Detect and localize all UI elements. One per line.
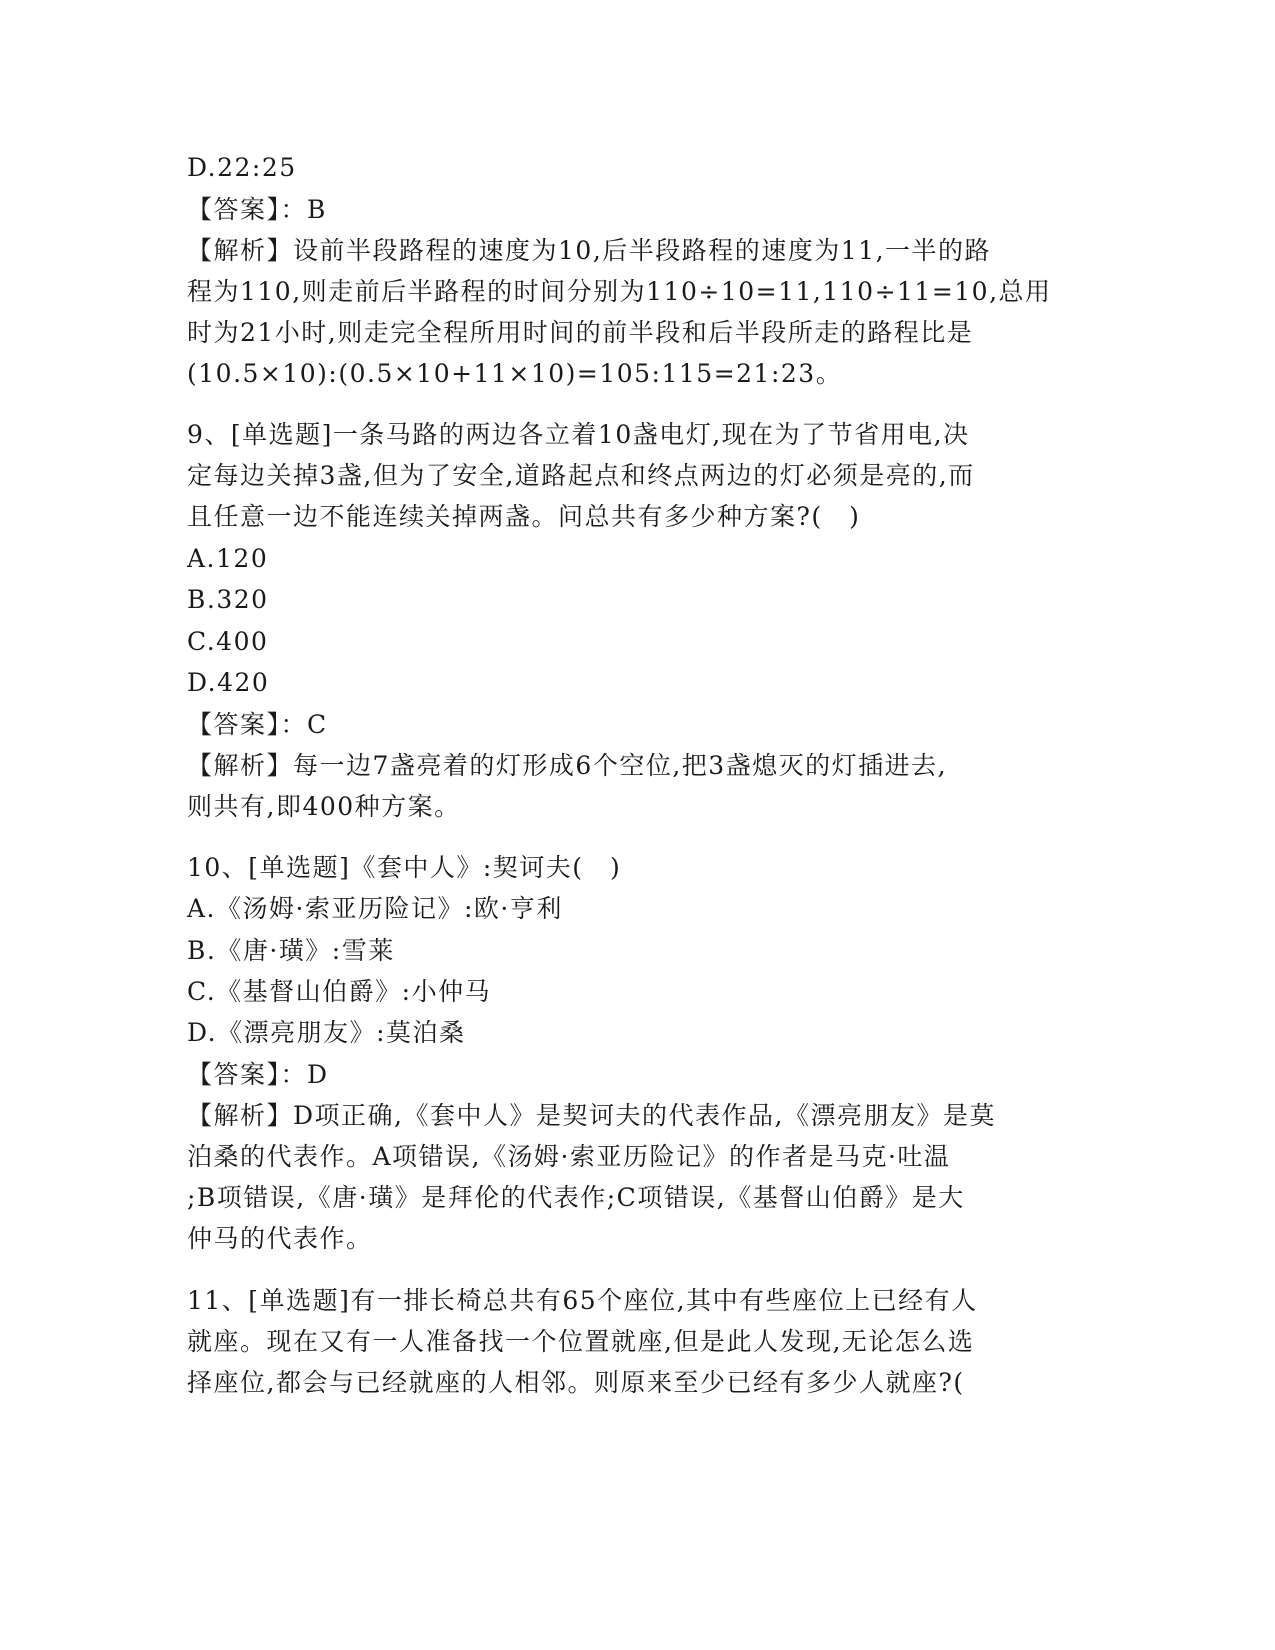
q9-option-b: B.320 xyxy=(187,585,269,614)
prev-option-d: D.22:25 xyxy=(187,153,297,182)
q10-analysis-line: 【解析】D项正确,《套中人》是契诃夫的代表作品,《漂亮朋友》是莫 xyxy=(187,1101,996,1130)
q10-option-b: B.《唐·璜》:雪莱 xyxy=(187,936,395,965)
q10-answer: 【答案】：D xyxy=(187,1060,329,1089)
q10-analysis-line: ;B项错误,《唐·璜》是拜伦的代表作;C项错误,《基督山伯爵》是大 xyxy=(187,1183,965,1212)
prev-analysis-line: 【解析】设前半段路程的速度为10,后半段路程的速度为11,一半的路 xyxy=(187,236,992,265)
q11-stem-line: 11、[单选题]有一排长椅总共有65个座位,其中有些座位上已经有人 xyxy=(187,1286,978,1315)
q10-stem-line: 10、[单选题]《套中人》:契诃夫( ) xyxy=(187,853,622,882)
q10-option-c: C.《基督山伯爵》:小仲马 xyxy=(187,977,492,1006)
q9-analysis-line: 则共有,即400种方案。 xyxy=(187,792,461,821)
q11-stem-line: 就座。现在又有一人准备找一个位置就座,但是此人发现,无论怎么选 xyxy=(187,1327,975,1356)
q10-analysis-line: 泊桑的代表作。A项错误,《汤姆·索亚历险记》的作者是马克·吐温 xyxy=(187,1142,951,1171)
prev-analysis-line: 程为110,则走前后半路程的时间分别为110÷10=11,110÷11=10,总用 xyxy=(187,277,1052,306)
q9-stem-line: 9、[单选题]一条马路的两边各立着10盏电灯,现在为了节省用电,决 xyxy=(187,420,970,449)
q9-option-c: C.400 xyxy=(187,627,269,656)
q10-option-a: A.《汤姆·索亚历险记》:欧·亨利 xyxy=(187,894,563,923)
q10-analysis-line: 仲马的代表作。 xyxy=(187,1224,373,1253)
prev-analysis-line: (10.5×10):(0.5×10+11×10)=105:115=21:23。 xyxy=(187,359,843,388)
q9-analysis-line: 【解析】每一边7盏亮着的灯形成6个空位,把3盏熄灭的灯插进去, xyxy=(187,751,948,780)
q10-option-d: D.《漂亮朋友》:莫泊桑 xyxy=(187,1018,466,1047)
q11-stem-line: 择座位,都会与已经就座的人相邻。则原来至少已经有多少人就座?( xyxy=(187,1368,965,1397)
q9-stem-line: 且任意一边不能连续关掉两盏。问总共有多少种方案?( ) xyxy=(187,502,861,531)
prev-answer: 【答案】：B xyxy=(187,195,327,224)
q9-stem-line: 定每边关掉3盏,但为了安全,道路起点和终点两边的灯必须是亮的,而 xyxy=(187,461,975,490)
q9-option-d: D.420 xyxy=(187,668,270,697)
prev-analysis-line: 时为21小时,则走完全程所用时间的前半段和后半段所走的路程比是 xyxy=(187,318,974,347)
q9-answer: 【答案】：C xyxy=(187,710,328,739)
q9-option-a: A.120 xyxy=(187,544,269,573)
